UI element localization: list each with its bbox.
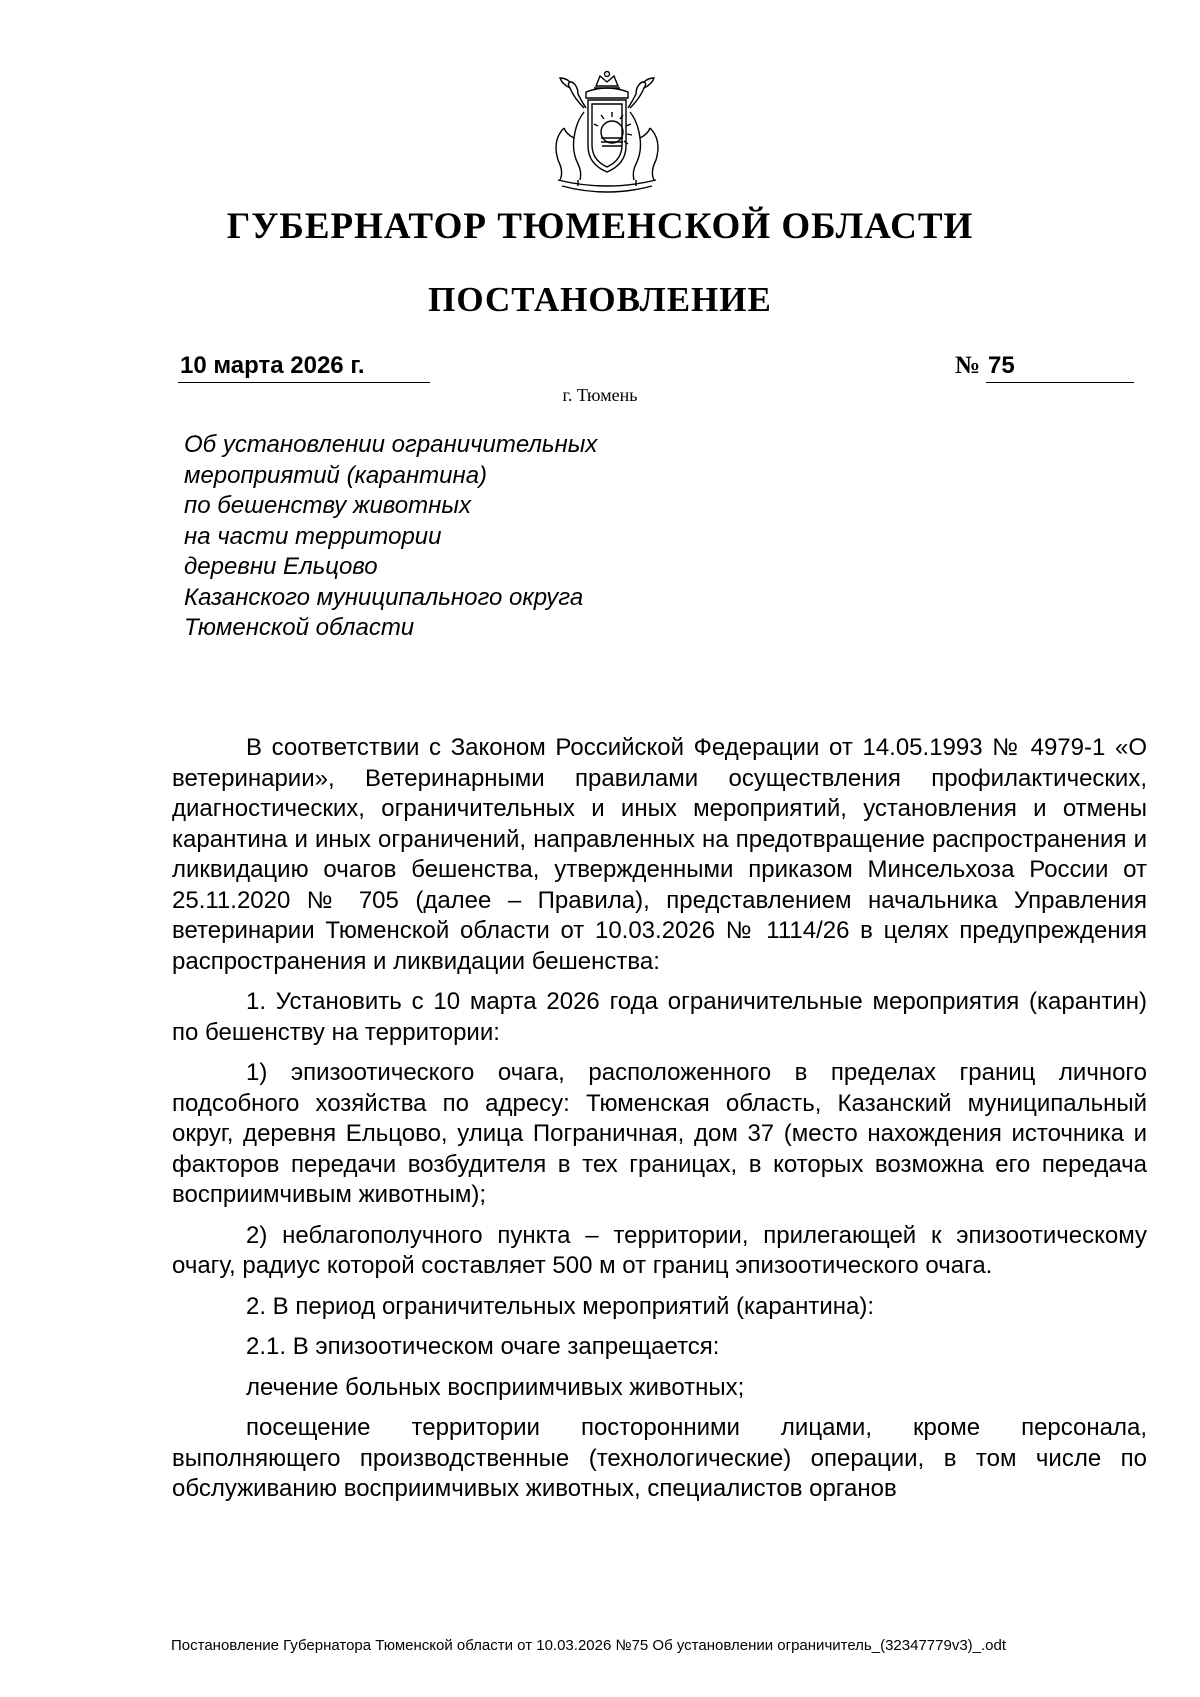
body-paragraph: 2. В период ограничительных мероприятий (карантина):	[246, 1292, 875, 1320]
document-type-heading: ПОСТАНОВЛЕНИЕ	[428, 280, 772, 319]
subject-line: Об установлении ограничительных	[184, 431, 598, 458]
document-date-field	[178, 352, 430, 383]
city-label: г. Тюмень	[562, 385, 638, 405]
body-paragraph: 2) неблагополучного пункта – территории, прилегающей к эпизоотическому очагу, радиус которой составляет 500 м от границ эпизоотического очага.	[172, 1221, 1147, 1279]
body-paragraph: лечение больных восприимчивых животных;	[246, 1373, 745, 1401]
document-number-field	[986, 352, 1134, 383]
document-body	[172, 733, 1147, 1515]
document-number: 75	[988, 352, 1015, 379]
number-sign: №	[955, 352, 981, 379]
subject-line: деревни Ельцово	[184, 553, 378, 580]
body-paragraph: 1) эпизоотического очага, расположенного в пределах границ личного подсобного хозяйства по адресу: Тюменская область, Казанский муниципальный округ, деревня Ельцово, улица Пограничная, дом 37 (место нахождения источника и факторов передачи возбудителя в тех границах, в которых возможна его передача восприимчивым животным);	[172, 1059, 1147, 1208]
document-date: 10 марта 2026 г.	[180, 352, 365, 379]
subject-line: на части территории	[184, 522, 442, 550]
body-paragraph: 2.1. В эпизоотическом очаге запрещается:	[246, 1333, 720, 1360]
body-paragraph: В соответствии с Законом Российской Федерации от 14.05.1993 № 4979-1 «О ветеринарии», Ветеринарными правилами осуществления профилактических, диагностических, ограничительных и иных мероприятий, установления и отмены карантина и иных ограничений, направленных на предотвращение распространения и ликвидацию очагов бешенства, утвержденными приказом Минсельхоза России от 25.11.2020 № 705 (далее – Правила), представлением начальника Управления ветеринарии Тюменской области от 10.03.2026 № 1114/26 в целях предупреждения распространения и ликвидации бешенства:	[172, 734, 1147, 975]
body-paragraph: 1. Установить с 10 марта 2026 года ограничительные мероприятия (карантин) по бешенству на территории:	[172, 988, 1147, 1046]
document-subject	[184, 430, 704, 644]
subject-line: Казанского муниципального округа	[184, 583, 584, 611]
issuer-title: ГУБЕРНАТОР ТЮМЕНСКОЙ ОБЛАСТИ	[226, 206, 974, 247]
file-footer: Постановление Губернатора Тюменской области от 10.03.2026 №75 Об установлении ограничитель_(32347779v3)_.odt	[171, 1637, 1007, 1654]
subject-line: по бешенству животных	[184, 492, 472, 519]
coat-of-arms-icon	[538, 68, 676, 200]
subject-line: Тюменской области	[184, 614, 415, 641]
subject-line: мероприятий (карантина)	[184, 461, 488, 489]
body-paragraph: посещение территории посторонними лицами, кроме персонала, выполняющего производственные (технологические) операции, в том числе по обслуживанию восприимчивых животных, специалистов органов	[172, 1414, 1147, 1502]
